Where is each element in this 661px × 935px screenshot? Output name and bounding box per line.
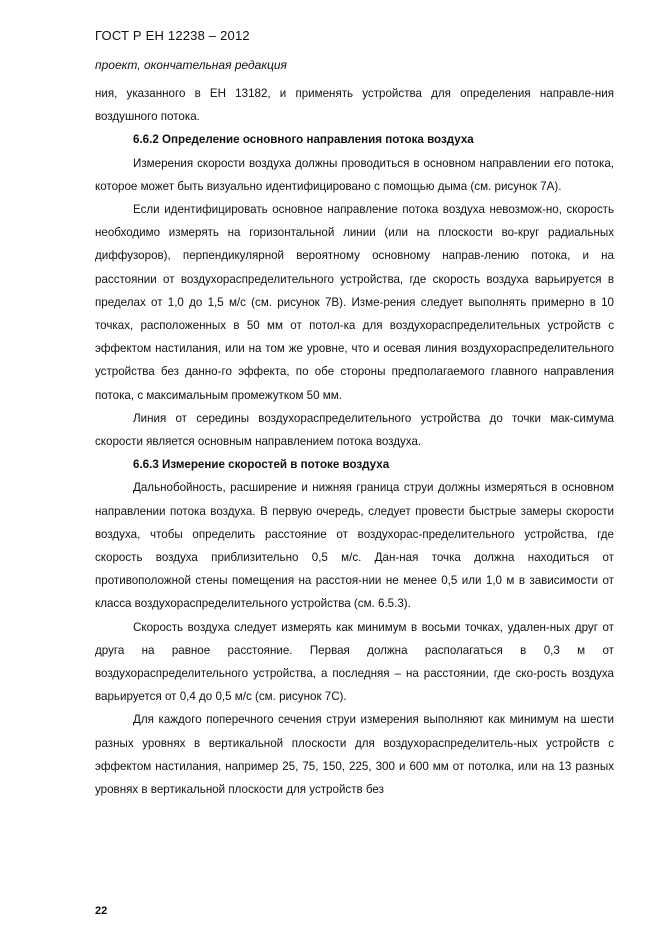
paragraph: Скорость воздуха следует измерять как минимум в восьми точках, удален-ных друг от друга на равное расстояние. Первая должна располагаться в 0,3 м от воздухораспределительного устройства, а последняя – на расстоянии, где ско-рость воздуха варьируется от 0,4 до 0,5 м/с (см. рисунок 7С). [95, 620, 614, 704]
paragraph-continuation: ния, указанного в ЕН 13182, и применять устройства для определения направле-ния воздушного потока. [95, 87, 614, 124]
section-heading-6-6-2: 6.6.2 Определение основного направления потока воздуха [133, 133, 474, 147]
body-text [95, 82, 614, 801]
paragraph: Если идентифицировать основное направление потока воздуха невозмож-но, скорость необходимо измерять на горизонтальной линии (или на плоскости во-круг радиальных диффузоров), перпендикулярной вероятному основному направ-лению потока, и на расстоянии от воздухораспределительного устройства, где скорость воздуха варьируется в пределах от 1,0 до 1,5 м/с (см. рисунок 7В). Изме-рения следует выполнять примерно в 10 точках, расположенных в 50 мм от потол-ка для воздухораспределительных устройств с эффектом настилания, или на том же уровне, что и осевая линия воздухораспределительного устройства без данно-го эффекта, по обе стороны предполагаемого главного направления потока, с максимальным промежутком 50 мм. [95, 203, 614, 402]
draft-status: проект, окончательная редакция [95, 58, 287, 72]
paragraph: Измерения скорости воздуха должны проводиться в основном направлении его потока, которое может быть визуально идентифицировано с помощью дыма (см. рисунок 7А). [95, 156, 614, 193]
paragraph: Линия от середины воздухораспределительного устройства до точки мак-симума скорости является основным направлением потока воздуха. [95, 411, 614, 449]
paragraph: Для каждого поперечного сечения струи измерения выполняют как минимум на шести разных уровнях в вертикальной плоскости для воздухораспределитель-ных устройств с эффектом настилания, например 25, 75, 150, 225, 300 и 600 мм от потолка, или на 13 разных уровнях в вертикальной плоскости для устройств без [95, 713, 614, 797]
page-number: 22 [95, 905, 108, 917]
standard-designation: ГОСТ Р ЕН 12238 – 2012 [95, 28, 250, 43]
section-heading-6-6-3: 6.6.3 Измерение скоростей в потоке воздуха [133, 458, 390, 472]
paragraph: Дальнобойность, расширение и нижняя граница струи должны измеряться в основном направлении потока воздуха. В первую очередь, следует провести быстрые замеры скорости воздуха, чтобы определить расстояние от воздухорас-пределительного устройства, где скорость воздуха приблизительно 0,5 м/с. Дан-ная точка должна находиться от противоположной стены помещения на расстоя-нии не менее 0,5 или 1,0 м в зависимости от класса воздухораспределительного устройства (см. 6.5.3). [95, 481, 614, 611]
